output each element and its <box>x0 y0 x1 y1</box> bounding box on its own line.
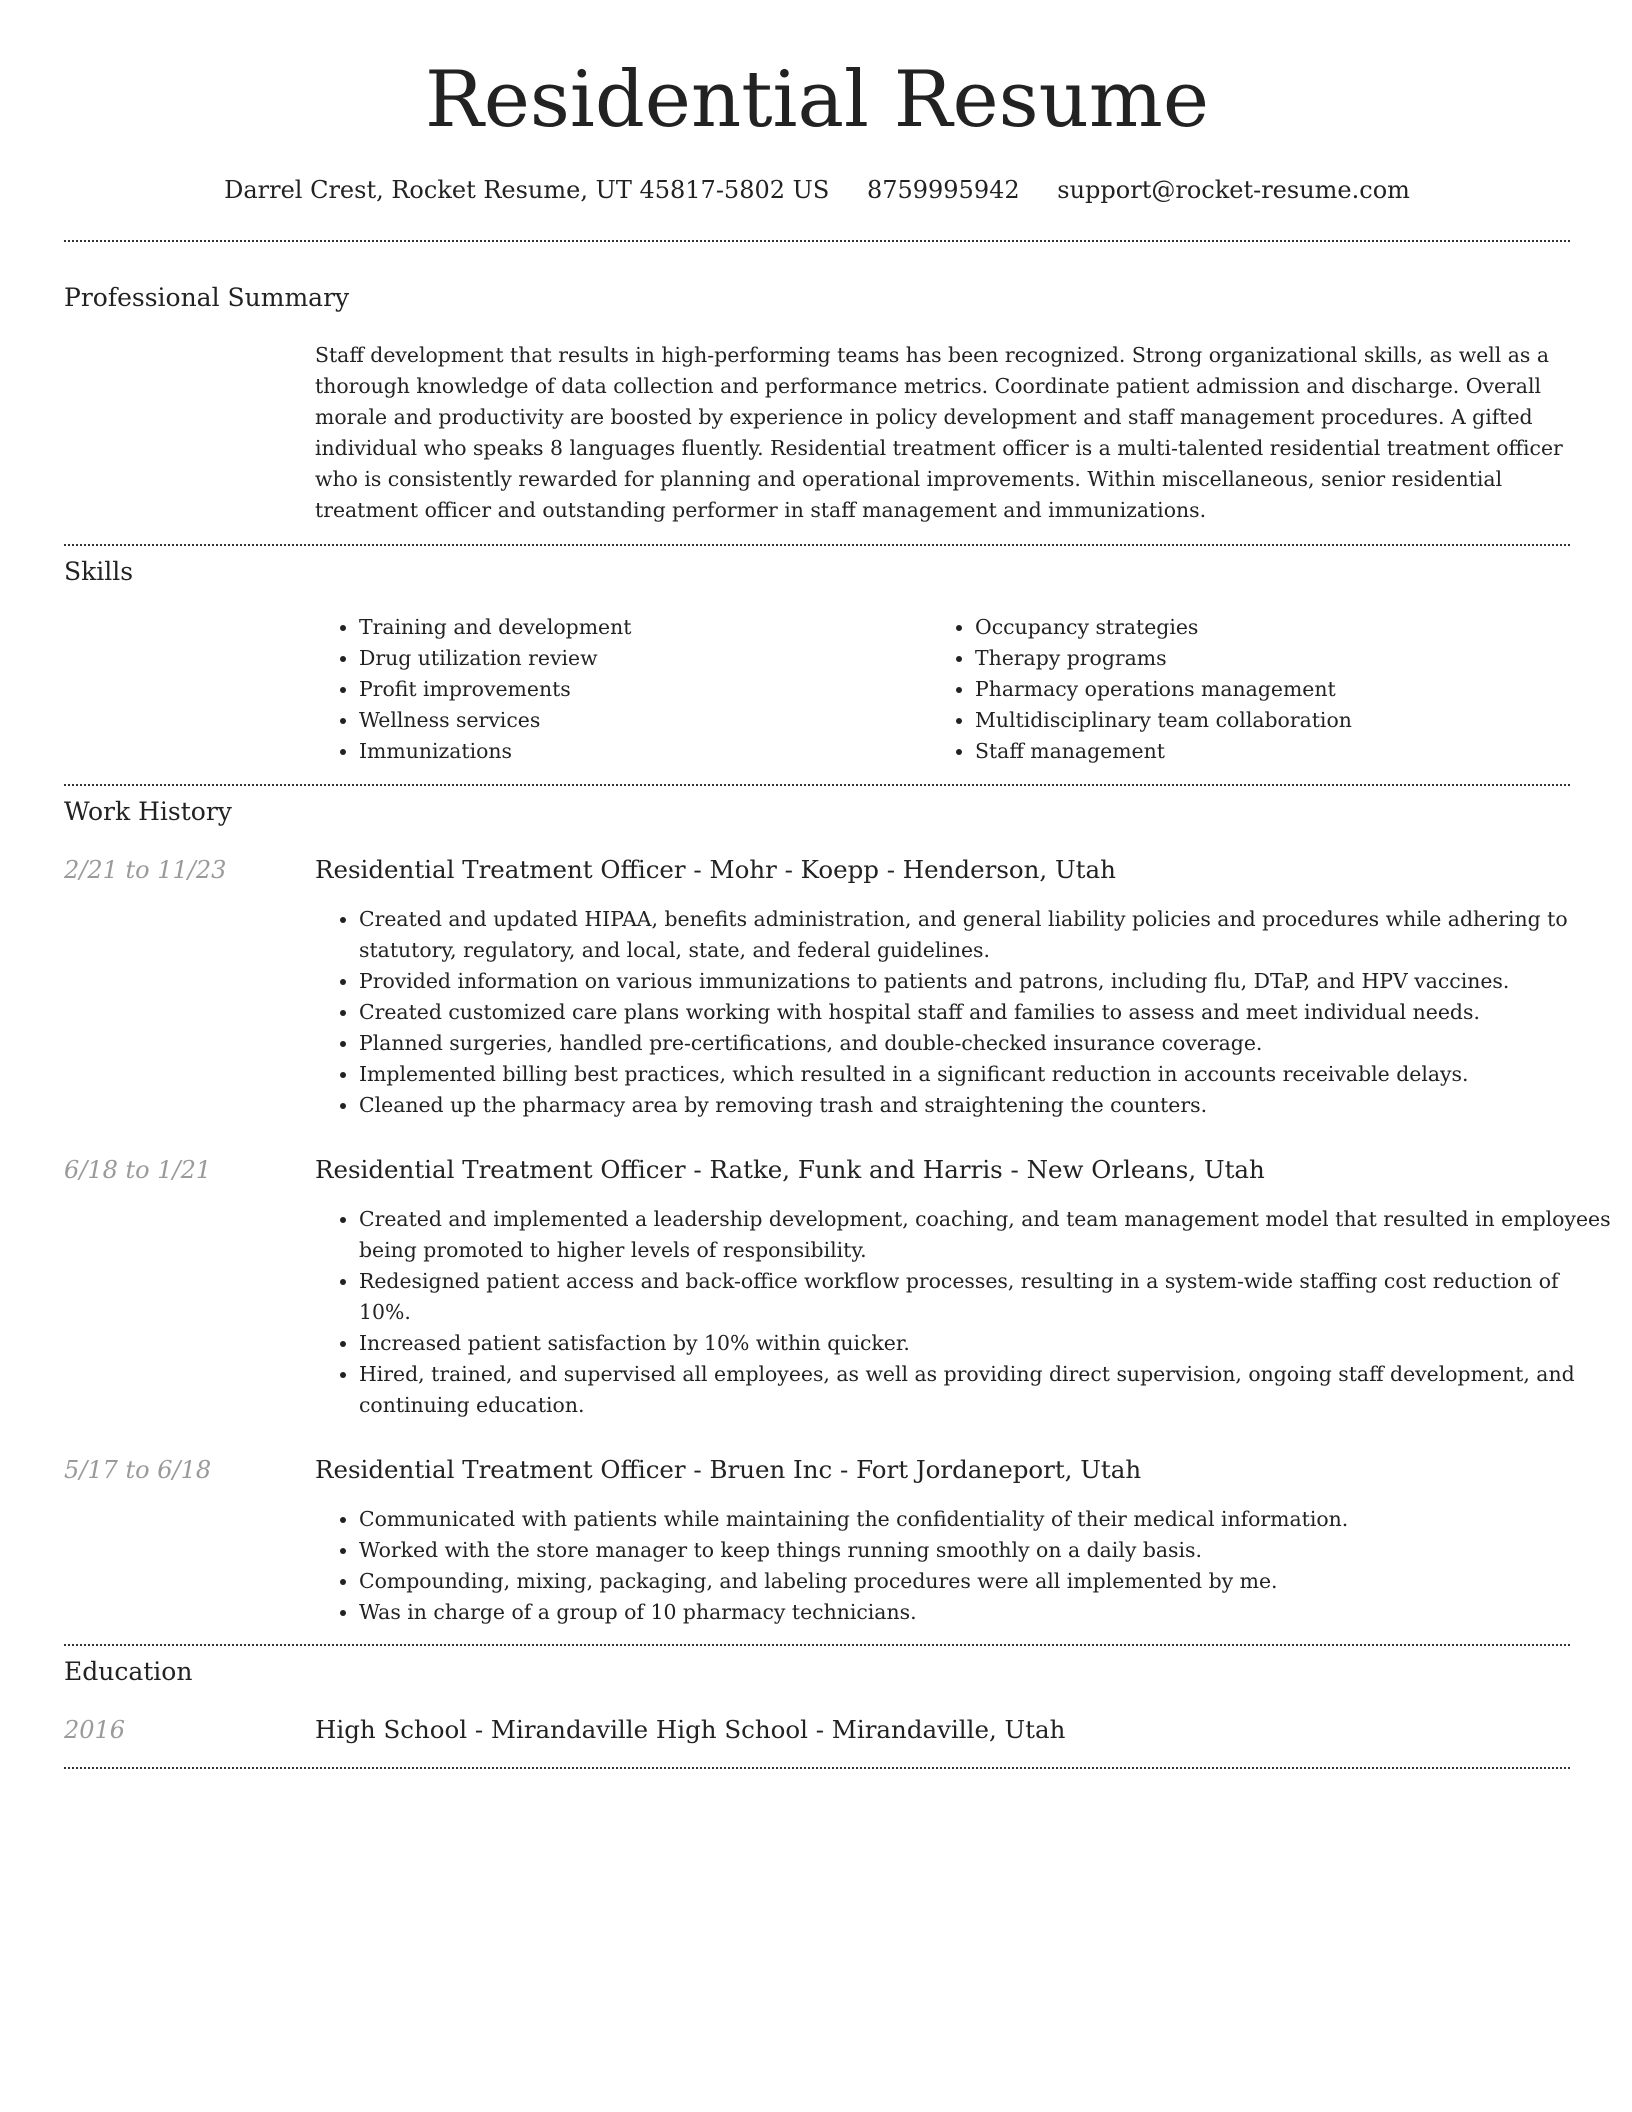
contact-phone: 8759995942 <box>866 176 1020 204</box>
work-heading: Work History <box>64 797 232 826</box>
skills-heading: Skills <box>64 557 134 586</box>
job-bullet: • Increased patient satisfaction by 10% within quicker. <box>359 1328 1615 1359</box>
job-bullet: • Planned surgeries, handled pre-certifications, and double-checked insurance coverage. <box>359 1028 1615 1059</box>
job-bullet: • Implemented billing best practices, which resulted in a significant reduction in accounts receivable delays. <box>359 1059 1615 1090</box>
divider <box>64 1767 1570 1769</box>
job-bullet: • Provided information on various immunizations to patients and patrons, including flu, DTaP, and HPV vaccines. <box>359 966 1615 997</box>
education-heading: Education <box>64 1657 193 1686</box>
skill-item: • Pharmacy operations management <box>975 674 1547 705</box>
job-bullet: • Worked with the store manager to keep things running smoothly on a daily basis. <box>359 1535 1615 1566</box>
skills-list <box>315 612 1570 767</box>
job-dates: 6/18 to 1/21 <box>64 1156 212 1184</box>
skills-column-left <box>315 612 931 767</box>
job-bullet: • Cleaned up the pharmacy area by removing trash and straightening the counters. <box>359 1090 1615 1121</box>
job-dates: 2/21 to 11/23 <box>64 856 227 884</box>
divider <box>64 544 1570 546</box>
job-bullet: • Created and implemented a leadership development, coaching, and team management model that resulted in employees being promoted to higher levels of responsibility. <box>359 1204 1615 1266</box>
job-bullet: • Communicated with patients while maintaining the confidentiality of their medical information. <box>359 1504 1615 1535</box>
divider <box>64 240 1570 242</box>
skill-item: • Therapy programs <box>975 643 1547 674</box>
education-date: 2016 <box>64 1716 126 1744</box>
skill-item: • Occupancy strategies <box>975 612 1547 643</box>
job-title: Residential Treatment Officer - Mohr - Koepp - Henderson, Utah <box>315 855 1116 884</box>
contact-address: Darrel Crest, Rocket Resume, UT 45817-5802 US <box>224 176 830 204</box>
education-entry: High School - Mirandaville High School - Mirandaville, Utah <box>315 1715 1066 1744</box>
job-bullet: • Compounding, mixing, packaging, and labeling procedures were all implemented by me. <box>359 1566 1615 1597</box>
divider <box>64 1644 1570 1646</box>
skill-item: • Drug utilization review <box>359 643 931 674</box>
job-bullet: • Hired, trained, and supervised all employees, as well as providing direct supervision, ongoing staff development, and continuing education. <box>359 1359 1615 1421</box>
job-bullet: • Was in charge of a group of 10 pharmacy technicians. <box>359 1597 1615 1628</box>
skills-column-right <box>931 612 1547 767</box>
job-bullets <box>315 904 1615 1121</box>
summary-text: Staff development that results in high-performing teams has been recognized. Strong organizational skills, as well as a thorough knowledge of data collection and performance metrics. Coordinate patient admission and discharge. Overall morale and productivity are boosted by experience in policy development and staff management procedures. A gifted individual who speaks 8 languages fluently. Residential treatment officer is a multi-talented residential treatment officer who is consistently rewarded for planning and operational improvements. Within miscellaneous, senior residential treatment officer and outstanding performer in staff management and immunizations. <box>315 343 1563 522</box>
summary-heading: Professional Summary <box>64 283 350 312</box>
job-title: Residential Treatment Officer - Ratke, Funk and Harris - New Orleans, Utah <box>315 1155 1265 1184</box>
job-title: Residential Treatment Officer - Bruen Inc - Fort Jordaneport, Utah <box>315 1455 1142 1484</box>
resume-title: Residential Resume <box>425 55 1209 145</box>
job-bullet: • Created and updated HIPAA, benefits administration, and general liability policies and procedures while adhering to statutory, regulatory, and local, state, and federal guidelines. <box>359 904 1615 966</box>
skill-item: • Wellness services <box>359 705 931 736</box>
job-bullet: • Redesigned patient access and back-office workflow processes, resulting in a system-wide staffing cost reduction of 10%. <box>359 1266 1615 1328</box>
contact-email: support@rocket-resume.com <box>1057 176 1410 204</box>
skill-item: • Staff management <box>975 736 1547 767</box>
skill-item: • Profit improvements <box>359 674 931 705</box>
skill-item: • Immunizations <box>359 736 931 767</box>
job-bullet: • Created customized care plans working with hospital staff and families to assess and meet individual needs. <box>359 997 1615 1028</box>
contact-line <box>64 172 1570 208</box>
divider <box>64 784 1570 786</box>
job-dates: 5/17 to 6/18 <box>64 1456 212 1484</box>
job-bullets <box>315 1204 1615 1421</box>
job-bullets <box>315 1504 1615 1628</box>
skill-item: • Training and development <box>359 612 931 643</box>
skill-item: • Multidisciplinary team collaboration <box>975 705 1547 736</box>
